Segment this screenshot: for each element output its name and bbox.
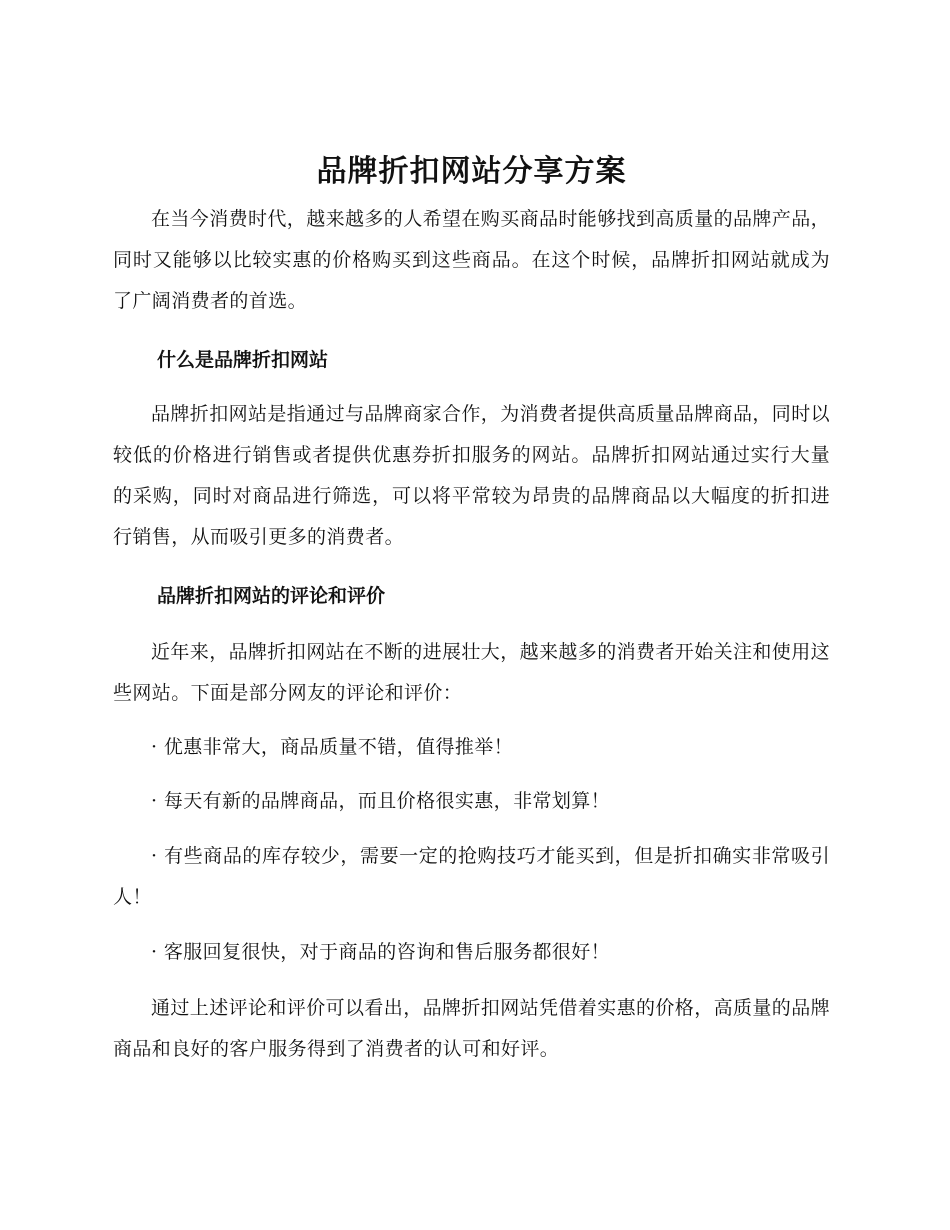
section-heading-what-is: 什么是品牌折扣网站 xyxy=(157,349,329,371)
reviews-intro-paragraph: 近年来，品牌折扣网站在不断的进展壮大，越来越多的消费者开始关注和使用这些网站。下面是部分网友的评论和评价： xyxy=(113,641,831,704)
section-heading-reviews: 品牌折扣网站的评论和评价 xyxy=(157,585,386,607)
review-item: · 每天有新的品牌商品，而且价格很实惠，非常划算！ xyxy=(151,790,611,812)
section-paragraph-what-is: 品牌折扣网站是指通过与品牌商家合作，为消费者提供高质量品牌商品，同时以较低的价格进行销售或者提供优惠券折扣服务的网站。品牌折扣网站通过实行大量的采购，同时对商品进行筛选，可以将平常较为昂贵的品牌商品以大幅度的折扣进行销售，从而吸引更多的消费者。 xyxy=(113,403,831,548)
document-title: 品牌折扣网站分享方案 xyxy=(316,154,627,189)
review-item: · 有些商品的库存较少，需要一定的抢购技巧才能买到，但是折扣确实非常吸引人！ xyxy=(113,845,830,908)
conclusion-paragraph: 通过上述评论和评价可以看出，品牌折扣网站凭借着实惠的价格，高质量的品牌商品和良好的客户服务得到了消费者的认可和好评。 xyxy=(113,997,831,1060)
intro-paragraph: 在当今消费时代，越来越多的人希望在购买商品时能够找到高质量的品牌产品，同时又能够以比较实惠的价格购买到这些商品。在这个时候，品牌折扣网站就成为了广阔消费者的首选。 xyxy=(113,208,831,312)
review-item: · 优惠非常大，商品质量不错，值得推举！ xyxy=(151,736,514,758)
review-item: · 客服回复很快，对于商品的咨询和售后服务都很好！ xyxy=(151,941,611,963)
